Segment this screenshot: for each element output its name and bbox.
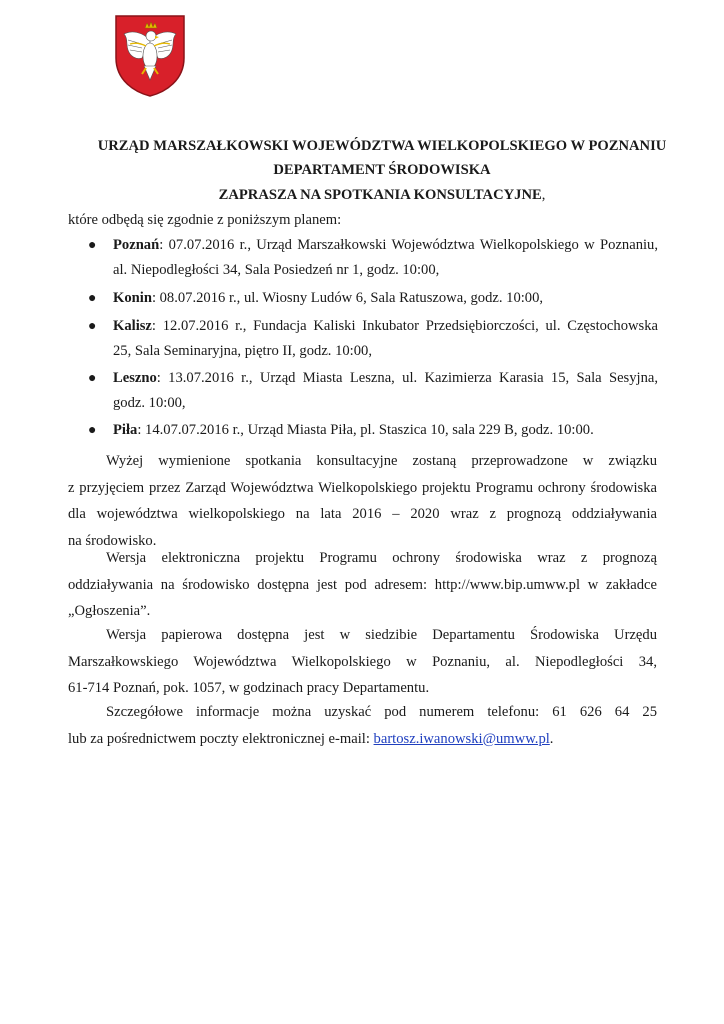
invitation-text: ZAPRASZA NA SPOTKANIA KONSULTACYJNE: [218, 187, 542, 203]
list-item: [68, 233, 658, 283]
invitation-title: [60, 183, 704, 207]
paragraph-line: „Ogłoszenia”.: [68, 603, 151, 619]
meeting-details-cont: al. Niepodległości 34, Sala Posiedzeń nr 1, godz. 10:00,: [113, 262, 440, 278]
meeting-details: : 12.07.2016 r., Fundacja Kaliski Inkubator Przedsiębiorczości, ul. Częstochowska: [151, 318, 658, 334]
contact-suffix: .: [549, 730, 554, 747]
paragraph-line: dla województwa wielkopolskiego na lata 2016 – 2020 wraz z prognozą oddziaływania: [68, 506, 657, 522]
contact-prefix: lub za pośrednictwem poczty elektronicznej e-mail:: [68, 730, 374, 747]
meeting-details: : 13.07.2016 r., Urząd Miasta Leszna, ul. Kazimierza Karasia 15, Sala Sesyjna,: [156, 370, 658, 386]
meeting-details-cont: godz. 10:00,: [113, 395, 186, 411]
meeting-city: Kalisz: [113, 318, 152, 334]
meeting-line: [113, 233, 658, 258]
email-link[interactable]: bartosz.iwanowski@umww.pl: [373, 730, 550, 747]
list-item: [68, 366, 658, 416]
meeting-line: [113, 418, 658, 443]
list-item: [68, 286, 658, 311]
office-title: URZĄD MARSZAŁKOWSKI WOJEWÓDZTWA WIELKOPOLSKIEGO W POZNANIU: [97, 138, 667, 154]
paragraph-electronic-version: [68, 545, 657, 625]
paragraph-line: [68, 726, 657, 753]
paragraph-line: 61-714 Poznań, pok. 1057, w godzinach pracy Departamentu.: [68, 680, 430, 696]
paragraph-line: Marszałkowskiego Województwa Wielkopolskiego w Poznaniu, al. Niepodległości 34,: [68, 653, 657, 670]
meeting-details: : 14.07.07.2016 r., Urząd Miasta Piła, pl. Staszica 10, sala 229 B, godz. 10:00.: [137, 422, 594, 438]
intro-text: które odbędą się zgodnie z poniższym planem:: [68, 212, 342, 228]
bullet-icon: ●: [88, 238, 97, 253]
meeting-city: Piła: [113, 422, 138, 438]
bullet-icon: ●: [88, 319, 97, 334]
wielkopolska-eagle-crest-icon: [114, 14, 186, 98]
list-item: [68, 418, 658, 443]
bullet-icon: ●: [88, 291, 97, 306]
department-title: DEPARTAMENT ŚRODOWISKA: [273, 162, 491, 178]
meeting-line: [113, 366, 658, 391]
meeting-details: : 07.07.2016 r., Urząd Marszałkowski Województwa Wielkopolskiego w Poznaniu,: [159, 237, 658, 253]
meeting-details: : 08.07.2016 r., ul. Wiosny Ludów 6, Sala Ratuszowa, godz. 10:00,: [151, 290, 544, 306]
paragraph-line: Wyżej wymienione spotkania konsultacyjne zostaną przeprowadzone w związku: [106, 453, 657, 469]
paragraph-line: Wersja elektroniczna projektu Programu ochrony środowiska wraz z prognozą: [106, 550, 657, 566]
paragraph-line: na środowisko.: [68, 532, 157, 549]
meeting-city: Leszno: [113, 370, 157, 386]
paragraph-line: Wersja papierowa dostępna jest w siedzibie Departamentu Środowiska Urzędu: [106, 627, 657, 643]
bullet-icon: ●: [88, 371, 97, 386]
paragraph-line: z przyjęciem przez Zarząd Województwa Wielkopolskiego projektu Programu ochrony środowiska: [68, 479, 657, 496]
meeting-city: Konin: [113, 290, 152, 306]
meeting-city: Poznań: [113, 237, 160, 253]
meeting-line: [113, 314, 658, 339]
paragraph-contact: [68, 699, 657, 752]
paragraph-line: oddziaływania na środowisko dostępna jest pod adresem: http://www.bip.umww.pl w zakładce: [68, 576, 657, 593]
meeting-details-cont: 25, Sala Seminaryjna, piętro II, godz. 10:00,: [113, 343, 372, 359]
paragraph-paper-version: [68, 622, 657, 702]
paragraph-consultation: [68, 448, 657, 554]
invitation-trail: ,: [541, 187, 546, 203]
paragraph-line: Szczegółowe informacje można uzyskać pod numerem telefonu: 61 626 64 25: [106, 704, 657, 720]
bullet-icon: ●: [88, 423, 97, 438]
list-item: [68, 314, 658, 364]
meeting-line: [113, 286, 658, 311]
